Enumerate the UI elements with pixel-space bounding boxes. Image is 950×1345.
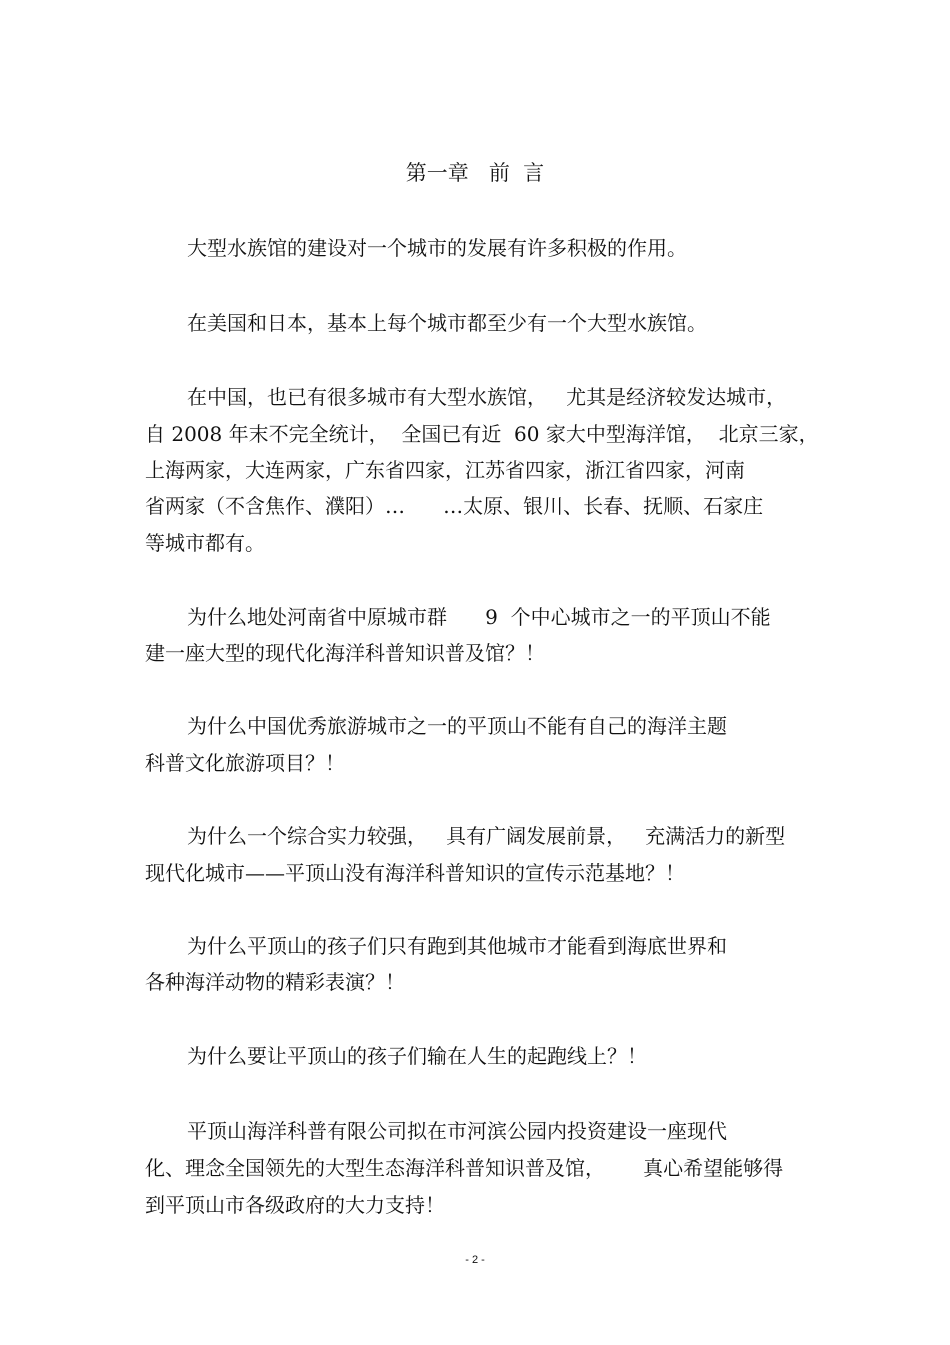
chapter-title: 第一章 前 言 bbox=[405, 161, 545, 185]
paragraph-1-line-1: 大型水族馆的建设对一个城市的发展有许多积极的作用。 bbox=[187, 236, 687, 260]
page-number: - 2 - bbox=[465, 1254, 485, 1266]
paragraph-2-line-1: 在美国和日本，基本上每个城市都至少有一个大型水族馆。 bbox=[187, 311, 707, 335]
paragraph-9-line-2: 化、理念全国领先的大型生态海洋科普知识普及馆， 真心希望能够得 bbox=[145, 1156, 784, 1180]
paragraph-9-line-3: 到平顶山市各级政府的大力支持！ bbox=[145, 1193, 445, 1217]
paragraph-3-line-4: 省两家（不含焦作、濮阳）… …太原、银川、长春、抚顺、石家庄 bbox=[145, 494, 764, 518]
paragraph-5-line-1: 为什么中国优秀旅游城市之一的平顶山不能有自己的海洋主题 bbox=[187, 714, 727, 738]
paragraph-6-line-2: 现代化城市——平顶山没有海洋科普知识的宣传示范基地？！ bbox=[145, 861, 685, 885]
paragraph-9-line-1: 平顶山海洋科普有限公司拟在市河滨公园内投资建设一座现代 bbox=[187, 1119, 727, 1143]
paragraph-4-line-1: 为什么地处河南省中原城市群 9 个中心城市之一的平顶山不能 bbox=[187, 605, 771, 629]
paragraph-7-line-1: 为什么平顶山的孩子们只有跑到其他城市才能看到海底世界和 bbox=[187, 934, 727, 958]
paragraph-3-line-1: 在中国，也已有很多城市有大型水族馆， 尤其是经济较发达城市， bbox=[187, 385, 787, 409]
paragraph-3-line-5: 等城市都有。 bbox=[145, 531, 265, 555]
paragraph-8-line-1: 为什么要让平顶山的孩子们输在人生的起跑线上？！ bbox=[187, 1044, 647, 1068]
paragraph-5-line-2: 科普文化旅游项目？！ bbox=[145, 751, 345, 775]
paragraph-4-line-2: 建一座大型的现代化海洋科普知识普及馆？！ bbox=[145, 641, 545, 665]
paragraph-3-line-3: 上海两家，大连两家，广东省四家，江苏省四家，浙江省四家，河南 bbox=[145, 458, 745, 482]
paragraph-6-line-1: 为什么一个综合实力较强， 具有广阔发展前景， 充满活力的新型 bbox=[187, 824, 786, 848]
paragraph-3-line-2: 自 2008 年末不完全统计， 全国已有近 60 家大中型海洋馆， 北京三家， bbox=[145, 422, 819, 446]
paragraph-7-line-2: 各种海洋动物的精彩表演？！ bbox=[145, 970, 405, 994]
